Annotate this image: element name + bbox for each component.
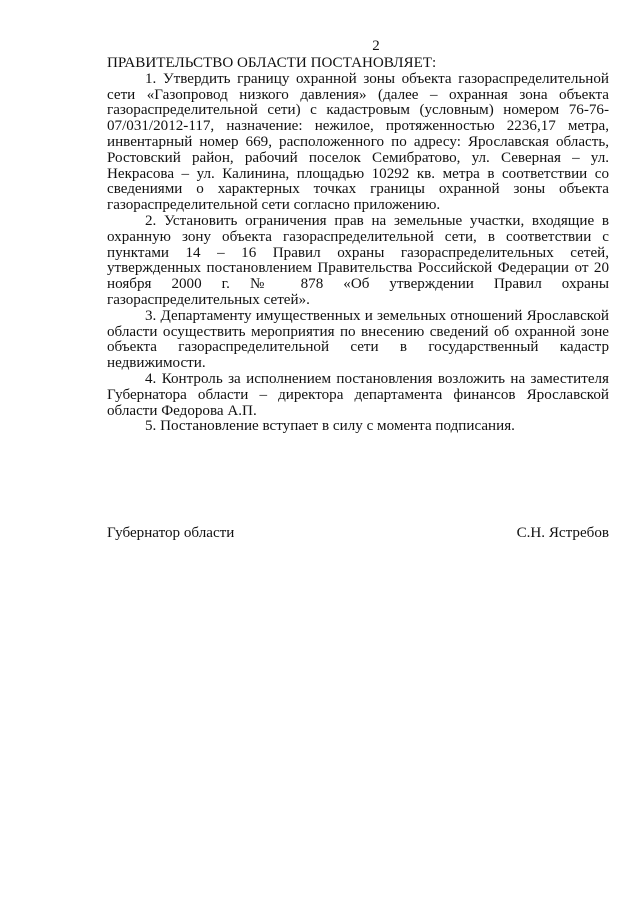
signatory-position: Губернатор области [107,525,235,541]
signature-block [107,525,609,541]
paragraph-1: 1. Утвердить границу охранной зоны объекта газораспределительной сети «Газопровод низкого давления» (далее – охранная зона объекта газораспределительной сети) с кадастровым (условным) номером 76-76-07/031/2012-117, назначение: нежилое, протяженностью 2236,17 метра, инвентарный номер 669, расположенного по адресу: Ярославская область, Ростовский район, рабочий поселок Семибратово, ул. Северная – ул. Некрасова – ул. Калинина, площадью 10292 кв. метра в соответствии со сведениями о характерных точках границы охранной зоны объекта газораспределительной сети согласно приложению. [107,70,609,214]
resolution-heading: ПРАВИТЕЛЬСТВО ОБЛАСТИ ПОСТАНОВЛЯЕТ: [107,55,437,71]
paragraph-3: 3. Департаменту имущественных и земельных отношений Ярославской области осуществить мероприятия по внесению сведений об охранной зоне объекта газораспределительной сети в государственный кадастр недвижимости. [107,307,609,372]
paragraph-2: 2. Установить ограничения прав на земельные участки, входящие в охранную зону объекта газораспределительной сети, в соответствии с пунктами 14 – 16 Правил охраны газораспределительных сетей, утвержденных постановлением Правительства Российской Федерации от 20 ноября 2000 г. № 878 «Об утверждении Правил охраны газораспределительных сетей». [107,212,609,308]
signatory-name: С.Н. Ястребов [516,525,609,541]
paragraph-5: 5. Постановление вступает в силу с момента подписания. [145,418,515,435]
page-number: 2 [372,38,380,54]
document-body [107,56,609,435]
paragraph-4: 4. Контроль за исполнением постановления возложить на заместителя Губернатора области – директора департамента финансов Ярославской области Федорова А.П. [107,370,609,419]
